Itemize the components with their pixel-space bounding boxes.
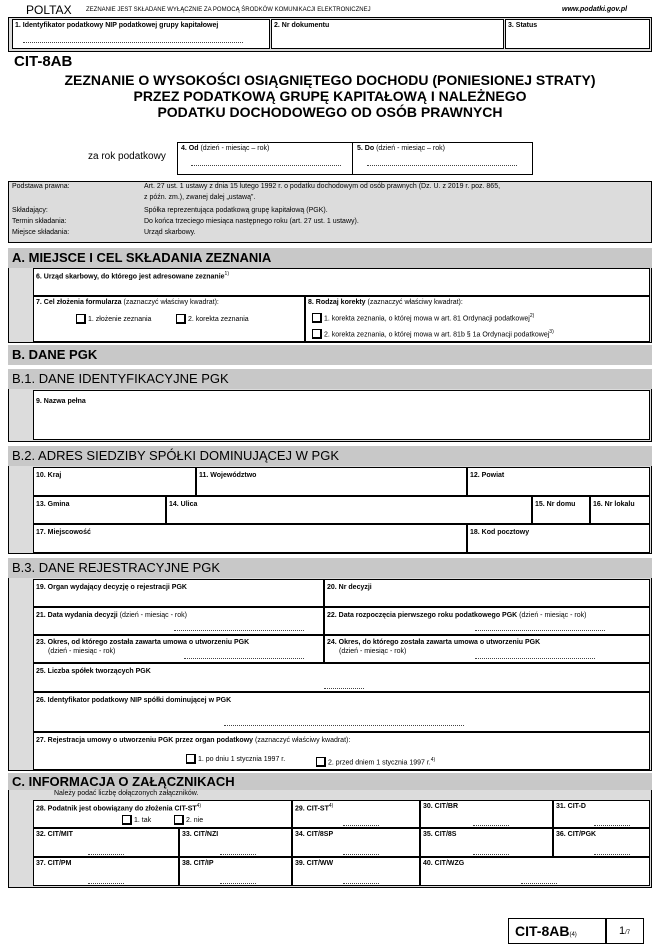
section-a-header: A. MIEJSCE I CEL SKŁADANIA ZEZNANIA [8, 248, 652, 268]
section-b1-header: B.1. DANE IDENTYFIKACYJNE PGK [8, 369, 652, 389]
house-number-label: 15. Nr domu [535, 501, 576, 508]
registration-field [33, 732, 650, 770]
cit-d-label: 31. CIT-D [556, 803, 586, 810]
cit-pgk-ticks [594, 850, 630, 855]
yes-checkbox[interactable] [122, 815, 132, 825]
correction-checkbox[interactable] [176, 314, 186, 324]
cit-st-obligation-label: 28. Podatnik jest obowiązany do złożenia CIT-ST$^{4)}$ [36, 803, 202, 813]
cit-8s-label: 35. CIT/8S [423, 831, 457, 838]
cit-8s-count-field[interactable] [420, 828, 553, 857]
cit-br-label: 30. CIT/BR [423, 803, 459, 810]
cit-wzg-label: 40. CIT/WZG [423, 860, 465, 867]
cit-pgk-count-field[interactable] [553, 828, 650, 857]
cit-nzi-ticks [220, 850, 256, 855]
registration-label: 27. Rejestracja umowy o utworzeniu PGK przez organ podatkowy (zaznaczyć właściwy kwadrat): [36, 737, 351, 744]
basis-value-2: z późn. zm.), zwanej dalej „ustawą”. [144, 194, 256, 201]
filer-value: Spółka reprezentująca podatkową grupę kapitałową (PGK). [144, 207, 328, 214]
agreement-to-ticks [475, 654, 595, 659]
registering-authority-label: 19. Organ wydający decyzję o rejestracji PGK [36, 584, 187, 591]
correction-option-art81[interactable]: 1. korekta zeznania, o której mowa w art. 81 Ordynacji podatkowej$^{2)}$ [312, 310, 534, 325]
company-count-label: 25. Liczba spółek tworzących PGK [36, 668, 151, 675]
art81b-checkbox[interactable] [312, 329, 322, 339]
company-count-ticks [324, 684, 364, 689]
period-to-label: 5. Do (dzień - miesiąc – rok) [357, 145, 445, 152]
cit-st-option-yes[interactable]: 1. tak [122, 815, 151, 827]
purpose-option-filing[interactable]: 1. złożenie zeznania [76, 314, 151, 326]
registration-option-after[interactable]: 1. po dniu 1 stycznia 1997 r. [186, 754, 285, 766]
country-field[interactable] [33, 467, 196, 496]
city-label: 17. Miejscowość [36, 529, 91, 536]
decision-date-ticks [174, 626, 304, 631]
document-number-field[interactable] [271, 19, 504, 49]
place-label: Miejsce składania: [12, 229, 70, 236]
first-tax-year-date-field[interactable] [324, 607, 650, 635]
agreement-to-field[interactable] [324, 635, 650, 663]
cit-8sp-label: 34. CIT/8SP [295, 831, 334, 838]
correction-option-art81b[interactable]: 2. korekta zeznania, o której mowa w art. 81b § 1a Ordynacji podatkowej$^{3)}$ [312, 326, 554, 341]
purpose-label: 7. Cel złożenia formularza (zaznaczyć właściwy kwadrat): [36, 299, 219, 306]
period-to-field[interactable] [355, 143, 531, 174]
decision-date-field[interactable] [33, 607, 324, 635]
agreement-from-hint: (dzień - miesiąc - rok) [48, 648, 116, 655]
footer-page-box [606, 918, 644, 944]
agreement-from-ticks [184, 654, 304, 659]
basis-value-1: Art. 27 ust. 1 ustawy z dnia 15 lutego 1992 r. o podatku dochodowym od osób prawnych (Dz. U. z 2019 r. poz. 865, [144, 183, 501, 190]
cit-st-count-field[interactable] [292, 800, 420, 828]
company-count-field[interactable] [33, 663, 650, 692]
cit-8sp-ticks [343, 850, 379, 855]
title-line-3: PODATKU DOCHODOWEGO OD OSÓB PRAWNYCH [157, 104, 503, 120]
period-from-ticks [191, 161, 341, 166]
cit-ww-ticks [343, 879, 379, 884]
decision-number-label: 20. Nr decyzji [327, 584, 372, 591]
purpose-option-correction[interactable]: 2. korekta zeznania [176, 314, 249, 326]
basis-label: Podstawa prawna: [12, 183, 70, 190]
decision-number-field[interactable] [324, 579, 650, 607]
correction-type-label: 8. Rodzaj korekty (zaznaczyć właściwy kwadrat): [308, 299, 463, 306]
cit-wzg-ticks [521, 879, 557, 884]
status-label: 3. Status [508, 22, 538, 29]
nip-group-ticks [23, 38, 243, 43]
cit-ip-ticks [220, 879, 256, 884]
section-b2-header: B.2. ADRES SIEDZIBY SPÓŁKI DOMINUJĄCEJ W PGK [8, 446, 652, 466]
footer-page-number: 1/7 [619, 925, 631, 937]
country-label: 10. Kraj [36, 472, 62, 479]
cit-ip-label: 38. CIT/IP [182, 860, 214, 867]
first-tax-year-date-ticks [475, 626, 605, 631]
form-code: CIT-8AB [14, 53, 73, 70]
cit-st-label: 29. CIT-ST$^{4)}$ [295, 803, 334, 813]
house-number-field[interactable] [532, 496, 590, 524]
cit-br-ticks [473, 821, 509, 826]
parent-nip-field[interactable] [33, 692, 650, 732]
section-b3-header: B.3. DANE REJESTRACYJNE PGK [8, 558, 652, 578]
cit-8s-ticks [473, 850, 509, 855]
website-link[interactable]: www.podatki.gov.pl [562, 6, 628, 13]
tax-office-field[interactable] [33, 268, 650, 296]
cit-wzg-count-field[interactable] [420, 857, 650, 886]
commune-label: 13. Gmina [36, 501, 70, 508]
cit-pgk-label: 36. CIT/PGK [556, 831, 597, 838]
cit-br-count-field[interactable] [420, 800, 553, 828]
place-value: Urząd skarbowy. [144, 229, 196, 236]
deadline-value: Do końca trzeciego miesiąca następnego roku (art. 27 ust. 1 ustawy). [144, 218, 359, 225]
agreement-from-label: 23. Okres, od którego została zawarta umowa o utworzeniu PGK [36, 639, 250, 646]
district-label: 12. Powiat [470, 472, 505, 479]
cit-nzi-count-field[interactable] [179, 828, 292, 857]
cit-d-count-field[interactable] [553, 800, 650, 828]
parent-nip-ticks [224, 721, 464, 726]
postal-code-field[interactable] [467, 524, 650, 553]
voivodeship-field[interactable] [196, 467, 467, 496]
cit-st-obligation-field [33, 800, 292, 828]
filer-label: Składający: [12, 207, 48, 214]
parent-nip-label: 26. Identyfikator podatkowy NIP spółki dominującej w PGK [36, 697, 232, 704]
after-1997-checkbox[interactable] [186, 754, 196, 764]
postal-code-label: 18. Kod pocztowy [470, 529, 530, 536]
cit-mit-ticks [88, 850, 124, 855]
street-field[interactable] [166, 496, 532, 524]
cit-ww-label: 39. CIT/WW [295, 860, 334, 867]
apartment-number-label: 16. Nr lokalu [593, 501, 635, 508]
full-name-field[interactable] [33, 390, 650, 440]
tax-office-label: 6. Urząd skarbowy, do którego jest adresowane zeznanie$^{1)}$ [36, 271, 229, 281]
cit-st-option-no[interactable]: 2. nie [174, 815, 203, 827]
cit-mit-label: 32. CIT/MIT [36, 831, 73, 838]
agreement-to-label: 24. Okres, do którego została zawarta umowa o utworzeniu PGK [327, 639, 541, 646]
section-c-header: C. INFORMACJA O ZAŁĄCZNIKACH [8, 773, 652, 790]
before-1997-checkbox[interactable] [316, 757, 326, 767]
footer-form-code-box [508, 918, 606, 944]
street-label: 14. Ulica [169, 501, 198, 508]
period-to-ticks [367, 161, 517, 166]
attachments-note: Należy podać liczbę dołączonych załączników. [54, 790, 199, 797]
cit-nzi-label: 33. CIT/NZI [182, 831, 219, 838]
filing-checkbox[interactable] [76, 314, 86, 324]
apartment-number-field[interactable] [590, 496, 650, 524]
period-from-label: 4. Od (dzień - miesiąc – rok) [181, 145, 270, 152]
deadline-label: Termin składania: [12, 218, 67, 225]
nip-group-field[interactable] [12, 19, 270, 49]
no-checkbox[interactable] [174, 815, 184, 825]
purpose-field [33, 296, 305, 342]
cit-pm-count-field[interactable] [33, 857, 179, 886]
title-line-2: PRZEZ PODATKOWĄ GRUPĘ KAPITAŁOWĄ I NALEŻNEGO [133, 88, 527, 104]
cit-ww-count-field[interactable] [292, 857, 420, 886]
art81-checkbox[interactable] [312, 313, 322, 323]
footer-form-code: CIT-8AB(4) [515, 923, 577, 939]
cit-pm-label: 37. CIT/PM [36, 860, 72, 867]
agreement-from-field[interactable] [33, 635, 324, 663]
poltax-brand: POLTAX [26, 3, 72, 17]
tax-year-label: za rok podatkowy [88, 151, 166, 162]
registration-option-before[interactable]: 2. przed dniem 1 stycznia 1997 r.$^{4)}$ [316, 754, 435, 769]
full-name-label: 9. Nazwa pełna [36, 398, 86, 405]
city-field[interactable] [33, 524, 467, 553]
document-number-label: 2. Nr dokumentu [274, 22, 330, 29]
info-block [8, 181, 652, 243]
correction-type-field [305, 296, 650, 342]
district-field[interactable] [467, 467, 650, 496]
cit-d-ticks [594, 821, 630, 826]
period-from-field[interactable] [179, 143, 353, 174]
first-tax-year-date-label: 22. Data rozpoczęcia pierwszego roku podatkowego PGK (dzień - miesiąc - rok) [327, 612, 587, 619]
cit-pm-ticks [88, 879, 124, 884]
title-line-1: ZEZNANIE O WYSOKOŚCI OSIĄGNIĘTEGO DOCHODU (PONIESIONEJ STRATY) [64, 72, 596, 88]
cit-ip-count-field[interactable] [179, 857, 292, 886]
section-b-header: B. DANE PGK [8, 345, 652, 365]
cit-mit-count-field[interactable] [33, 828, 179, 857]
status-field[interactable] [505, 19, 650, 49]
cit-st-ticks [343, 821, 379, 826]
nip-group-label: 1. Identyfikator podatkowy NIP podatkowej grupy kapitałowej [15, 22, 219, 29]
voivodeship-label: 11. Województwo [199, 472, 257, 479]
registering-authority-field[interactable] [33, 579, 324, 607]
decision-date-label: 21. Data wydania decyzji (dzień - miesiąc - rok) [36, 612, 187, 619]
electronic-notice: ZEZNANIE JEST SKŁADANE WYŁĄCZNIE ZA POMOCĄ ŚRODKÓW KOMUNIKACJI ELEKTRONICZNEJ [86, 7, 371, 13]
commune-field[interactable] [33, 496, 166, 524]
agreement-to-hint: (dzień - miesiąc - rok) [339, 648, 407, 655]
cit-8sp-count-field[interactable] [292, 828, 420, 857]
